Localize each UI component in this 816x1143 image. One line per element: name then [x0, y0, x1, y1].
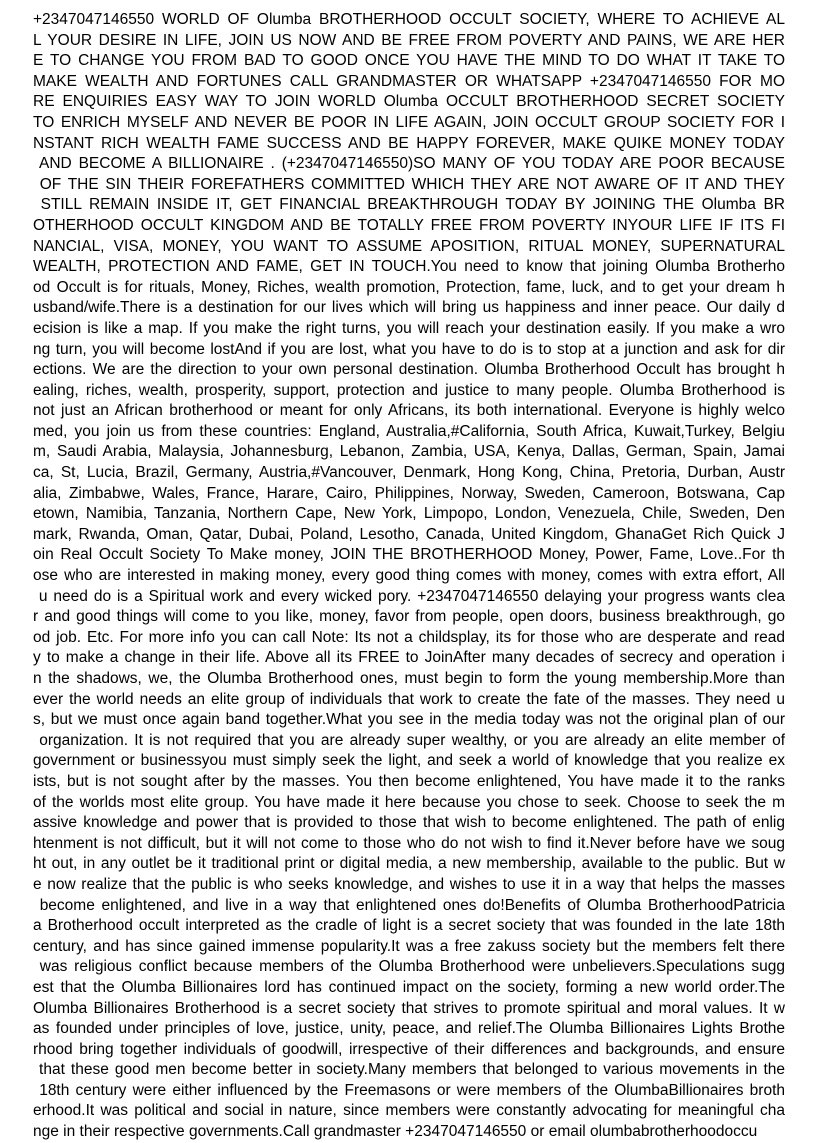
text-line: ng turn, you will become lostAnd if you are lost, what you have to do is to stop at a junction and ask for dir	[33, 340, 785, 358]
text-line: ht out, in any outlet be it traditional print or digital media, a new membership, available to the public. But w	[33, 855, 785, 873]
text-line: not just an African brotherhood or meant for only Africans, its both international. Everyone is highly welco	[33, 402, 785, 420]
text-line: rhood bring together individuals of goodwill, irrespective of their differences and backgrounds, and ensure	[33, 1040, 785, 1058]
text-line: ecision is like a map. If you make the right turns, you will reach your destination easily. If you make a wro	[33, 319, 785, 337]
text-line: usband/wife.There is a destination for our lives which will bring us happiness and inner peace. Our daily d	[33, 299, 785, 317]
text-line: that these good men become better in society.Many members that belonged to various movements in the	[33, 1061, 785, 1079]
text-line: +2347047146550 WORLD OF Olumba BROTHERHOOD OCCULT SOCIETY, WHERE TO ACHIEVE AL	[33, 11, 785, 28]
text-line: e now realize that the public is who seeks knowledge, and wishes to use it in a way that helps the masses	[33, 875, 785, 893]
text-line: ever the world needs an elite group of individuals that work to create the fate of the masses. They need u	[33, 690, 785, 708]
text-line: as founded under principles of love, justice, unity, peace, and relief.The Olumba Billionaires Lights Brothe	[33, 1020, 785, 1038]
text-line: etown, Namibia, Tanzania, Northern Cape, New York, Limpopo, London, Venezuela, Chile, Sweden, Den	[33, 505, 785, 523]
text-line: ists, but is not sought after by the masses. You then become enlightened, You have made it to the ranks	[33, 772, 785, 790]
text-line: NANCIAL, VISA, MONEY, YOU WANT TO ASSUME APOSITION, RITUAL MONEY, SUPERNATURAL	[33, 237, 785, 255]
text-line: alia, Zimbabwe, Wales, France, Harare, Cairo, Philippines, Norway, Sweden, Cameroon, Botswana, Cap	[33, 484, 785, 502]
text-line: of the worlds most elite group. You have made it here because you chose to seek. Choose to seek the m	[33, 793, 785, 811]
text-line: est that the Olumba Billionaires lord has continued impact on the society, forming a new world order.The	[33, 978, 785, 996]
text-line: assive knowledge and power that is provided to those that wish to become enlightened. The path of enlig	[33, 814, 785, 832]
text-line: 18th century were either influenced by the Freemasons or were members of the OlumbaBillionaires broth	[33, 1081, 785, 1099]
text-line: WEALTH, PROTECTION AND FAME, GET IN TOUCH.You need to know that joining Olumba Brotherho	[33, 258, 785, 276]
text-line: OF THE SIN THEIR FOREFATHERS COMMITTED WHICH THEY ARE NOT AWARE OF IT AND THEY	[33, 175, 785, 193]
text-line: od job. Etc. For more info you can call Note: Its not a childsplay, its for those who are desperate and read	[33, 628, 785, 646]
text-line: a Brotherhood occult interpreted as the cradle of light is a secret society that was founded in the late 18th	[33, 917, 785, 935]
text-line: L YOUR DESIRE IN LIFE, JOIN US NOW AND BE FREE FROM POVERTY AND PAINS, WE ARE HER	[33, 31, 785, 49]
text-line: NSTANT RICH WEALTH FAME SUCCESS AND BE HAPPY FOREVER, MAKE QUIKE MONEY TODAY	[33, 134, 785, 152]
text-line: Olumba Billionaires Brotherhood is a secret society that strives to promote spiritual and moral values. It w	[33, 999, 785, 1017]
text-line: nge in their respective governments.Call grandmaster +2347047146550 or email olumbabrotherhoodoccu	[33, 1123, 758, 1141]
text-line: E TO CHANGE YOU FROM BAD TO GOOD ONCE YOU HAVE THE MIND TO DO WHAT IT TAKE TO	[33, 52, 785, 70]
text-line: TO ENRICH MYSELF AND NEVER BE POOR IN LIFE AGAIN, JOIN OCCULT GROUP SOCIETY FOR I	[33, 113, 785, 131]
text-line: OTHERHOOD OCCULT KINGDOM AND BE TOTALLY FREE FROM POVERTY INYOUR LIFE IF ITS FI	[33, 216, 785, 234]
text-line: m, Saudi Arabia, Malaysia, Johannesburg, Lebanon, Zambia, USA, Kenya, Dallas, German, Spain, Jamai	[33, 443, 785, 461]
text-line: y to make a change in their life. Above all its FREE to JoinAfter many decades of secrecy and operation i	[33, 649, 785, 667]
text-line: r and good things will come to you like, money, favor from people, open doors, business breakthrough, go	[33, 608, 785, 626]
text-line: become enlightened, and live in a way that enlightened ones do!Benefits of Olumba BrotherhoodPatricia	[33, 896, 785, 914]
text-line: AND BECOME A BILLIONAIRE . (+2347047146550)SO MANY OF YOU TODAY ARE POOR BECAUSE	[33, 155, 785, 173]
text-line: organization. It is not required that you are already super wealthy, or you are already an elite member of	[33, 731, 785, 749]
text-line: was religious conflict because members of the Olumba Brotherhood were unbelievers.Speculations sugg	[33, 958, 785, 976]
text-line: s, but we must once again band together.What you see in the media today was not the original plan of our	[33, 711, 785, 729]
text-line: oin Real Occult Society To Make money, JOIN THE BROTHERHOOD Money, Power, Fame, Love..For th	[33, 546, 785, 564]
text-line: od Occult is for rituals, Money, Riches, wealth promotion, Protection, fame, luck, and to get your dream h	[33, 278, 785, 296]
text-line: ections. We are the direction to your own personal destination. Olumba Brotherhood Occult has brought h	[33, 361, 785, 379]
text-line: ealing, riches, wealth, prosperity, support, protection and justice to many people. Olumba Brotherhood is	[33, 381, 785, 399]
text-line: RE ENQUIRIES EASY WAY TO JOIN WORLD Olumba OCCULT BROTHERHOOD SECRET SOCIETY	[33, 93, 785, 111]
text-line: u need do is a Spiritual work and every wicked pory. +2347047146550 delaying your progress wants clea	[33, 587, 785, 605]
text-line: ca, St, Lucia, Brazil, Germany, Austria,#Vancouver, Denmark, Hong Kong, China, Pretoria, Durban, Austr	[33, 464, 785, 482]
text-line: med, you join us from these countries: England, Australia,#California, South Africa, Kuwait,Turkey, Belgiu	[33, 422, 785, 440]
document-page	[33, 10, 785, 1143]
text-line: mark, Rwanda, Oman, Qatar, Dubai, Poland, Lesotho, Canada, United Kingdom, GhanaGet Rich Quick J	[33, 525, 785, 543]
text-line: erhood.It was political and social in nature, since members were constantly advocating for meaningful cha	[33, 1102, 785, 1120]
text-line: htenment is not difficult, but it will not come to those who do not wish to find it.Never before have we soug	[33, 834, 785, 852]
text-line: government or businessyou must simply seek the light, and seek a world of knowledge that you realize ex	[33, 752, 785, 770]
text-line: MAKE WEALTH AND FORTUNES CALL GRANDMASTER OR WHATSAPP +2347047146550 FOR MO	[33, 72, 785, 90]
text-line: n the shadows, we, the Olumba Brotherhood ones, must begin to form the young membership.More than	[33, 670, 785, 687]
text-line: century, and has since gained immense popularity.It was a free zakuss society but the members felt there	[33, 937, 785, 955]
text-line: ose who are interested in making money, every good thing comes with money, comes with extra effort, All	[33, 567, 785, 585]
text-line: STILL REMAIN INSIDE IT, GET FINANCIAL BREAKTHROUGH TODAY BY JOINING THE Olumba BR	[33, 196, 785, 214]
